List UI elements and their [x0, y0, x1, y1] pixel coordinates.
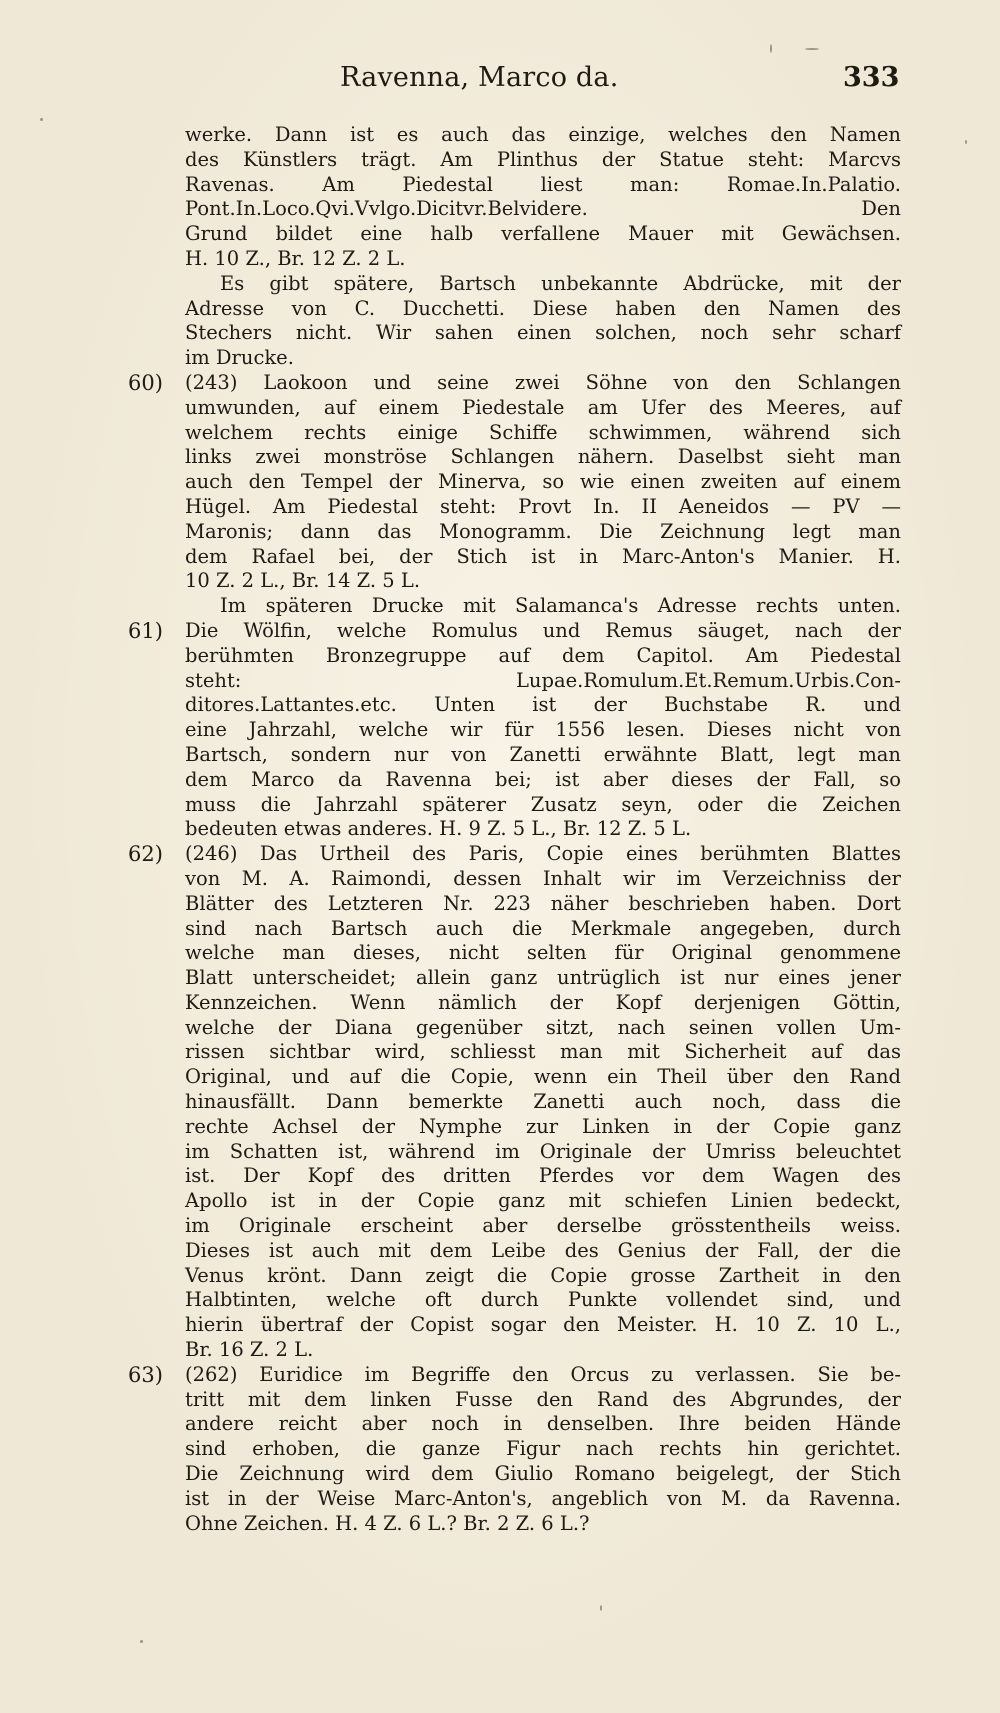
- line-text: ditores.Lattantes.etc. Unten ist der Buchstabe R. und: [185, 693, 901, 717]
- text-line: [128, 769, 901, 791]
- line-text: welche man dieses, nicht selten für Original genommene: [185, 941, 901, 965]
- line-text: (243) Laokoon und seine zwei Söhne von den Schlangen: [185, 370, 901, 394]
- line-text: eine Jahrzahl, welche wir für 1556 lesen. Dieses nicht von: [185, 718, 901, 742]
- text-line: [128, 620, 901, 642]
- text-line: [128, 1438, 901, 1460]
- text-line: [128, 223, 901, 245]
- page-number: 333: [843, 62, 900, 93]
- text-line: [128, 893, 901, 915]
- text-line: [128, 1265, 901, 1287]
- line-text: Blatt unterscheidet; allein ganz untrüglich ist nur eines jener: [185, 966, 901, 990]
- line-text: links zwei monströse Schlangen nähern. Daselbst sieht man: [185, 445, 901, 469]
- text-line: [128, 1463, 901, 1485]
- text-line: [128, 149, 901, 171]
- text-line: [128, 322, 901, 344]
- text-line: [128, 570, 901, 592]
- print-speck: [40, 118, 43, 121]
- text-line: [128, 918, 901, 940]
- line-text: Halbtinten, welche oft durch Punkte vollendet sind, und: [185, 1288, 901, 1312]
- text-line: [128, 1141, 901, 1163]
- text-line: [128, 1190, 901, 1212]
- text-line: [128, 670, 901, 692]
- line-text: Grund bildet eine halb verfallene Mauer mit Gewächsen.: [185, 222, 901, 246]
- line-text: Original, und auf die Copie, wenn ein Theil über den Rand: [185, 1065, 901, 1089]
- line-text: (246) Das Urtheil des Paris, Copie eines berühmten Blattes: [185, 842, 901, 866]
- line-text: umwunden, auf einem Piedestale am Ufer des Meeres, auf: [185, 395, 901, 419]
- text-line: [128, 1091, 901, 1113]
- line-text: dem Rafael bei, der Stich ist in Marc-Anton's Manier. H.: [185, 544, 901, 568]
- text-line: [128, 595, 901, 617]
- line-text: Apollo ist in der Copie ganz mit schiefen Linien bedeckt,: [185, 1189, 901, 1213]
- text-line: [128, 521, 901, 543]
- line-text: Kennzeichen. Wenn nämlich der Kopf derjenigen Göttin,: [185, 990, 901, 1014]
- text-line: [128, 1364, 901, 1386]
- line-text: bedeuten etwas anderes. H. 9 Z. 5 L., Br. 12 Z. 5 L.: [185, 817, 692, 841]
- text-line: [128, 1413, 901, 1435]
- entry-number: 62): [128, 842, 163, 867]
- entry-number: 63): [128, 1362, 163, 1387]
- line-text: tritt mit dem linken Fusse den Rand des Abgrundes, der: [185, 1387, 901, 1411]
- text-line: [128, 546, 901, 568]
- text-line: [128, 298, 901, 320]
- line-text: 10 Z. 2 L., Br. 14 Z. 5 L.: [185, 569, 421, 593]
- line-text: rechte Achsel der Nymphe zur Linken in der Copie ganz: [185, 1114, 901, 1138]
- text-line: [128, 273, 901, 295]
- line-text: Br. 16 Z. 2 L.: [185, 1338, 314, 1362]
- line-text: H. 10 Z., Br. 12 Z. 2 L.: [185, 246, 406, 270]
- line-text: Adresse von C. Ducchetti. Diese haben den Namen des: [185, 296, 901, 320]
- text-line: [128, 694, 901, 716]
- line-text: Pont.In.Loco.Qvi.Vvlgo.Dicitvr.Belvidere. Den: [185, 197, 901, 221]
- line-text: steht: Lupae.Romulum.Et.Remum.Urbis.Con-: [185, 668, 901, 692]
- text-line: [128, 1041, 901, 1063]
- body-text: [128, 124, 901, 1537]
- text-line: [128, 1314, 901, 1336]
- text-line: [128, 1339, 901, 1361]
- running-head: Ravenna, Marco da.: [340, 62, 619, 93]
- line-text: muss die Jahrzahl späterer Zusatz seyn, oder die Zeichen: [185, 792, 901, 816]
- line-text: Im späteren Drucke mit Salamanca's Adresse rechts unten.: [220, 594, 901, 618]
- text-line: [128, 248, 901, 270]
- text-line: [128, 1513, 901, 1535]
- line-text: im Drucke.: [185, 346, 294, 370]
- line-text: Ohne Zeichen. H. 4 Z. 6 L.? Br. 2 Z. 6 L.?: [185, 1511, 590, 1535]
- text-line: [128, 1215, 901, 1237]
- text-line: [128, 1017, 901, 1039]
- line-text: werke. Dann ist es auch das einzige, welches den Namen: [185, 123, 901, 146]
- text-line: [128, 422, 901, 444]
- line-text: Venus krönt. Dann zeigt die Copie grosse Zartheit in den: [185, 1263, 901, 1287]
- line-text: ist. Der Kopf des dritten Pferdes vor dem Wagen des: [185, 1164, 901, 1188]
- text-line: [128, 1488, 901, 1510]
- line-text: auch den Tempel der Minerva, so wie einen zweiten auf einem: [185, 470, 901, 494]
- line-text: des Künstlers trägt. Am Plinthus der Statue steht: Marcvs: [185, 147, 901, 171]
- line-text: Es gibt spätere, Bartsch unbekannte Abdrücke, mit der: [220, 271, 901, 295]
- line-text: hierin übertraf der Copist sogar den Meister. H. 10 Z. 10 L.,: [185, 1313, 901, 1337]
- line-text: Die Zeichnung wird dem Giulio Romano beigelegt, der Stich: [185, 1462, 901, 1486]
- line-text: Die Wölfin, welche Romulus und Remus säuget, nach der: [185, 618, 901, 642]
- text-line: [128, 1389, 901, 1411]
- entry-number: 60): [128, 370, 163, 395]
- line-text: Dieses ist auch mit dem Leibe des Genius der Fall, der die: [185, 1238, 901, 1262]
- text-line: [128, 198, 901, 220]
- line-text: von M. A. Raimondi, dessen Inhalt wir im Verzeichniss der: [185, 866, 901, 890]
- line-text: welchem rechts einige Schiffe schwimmen, während sich: [185, 420, 901, 444]
- line-text: welche der Diana gegenüber sitzt, nach seinen vollen Um-: [185, 1015, 901, 1039]
- line-text: Maronis; dann das Monogramm. Die Zeichnung legt man: [185, 519, 901, 543]
- text-line: [128, 843, 901, 865]
- line-text: im Originale erscheint aber derselbe grösstentheils weiss.: [185, 1214, 901, 1238]
- print-speck: [140, 1640, 143, 1643]
- page-header: [0, 60, 1000, 100]
- line-text: Bartsch, sondern nur von Zanetti erwähnte Blatt, legt man: [185, 742, 901, 766]
- text-line: [128, 818, 901, 840]
- line-text: andere reicht aber noch in denselben. Ihre beiden Hände: [185, 1412, 901, 1436]
- text-line: [128, 645, 901, 667]
- line-text: ist in der Weise Marc-Anton's, angeblich von M. da Ravenna.: [185, 1486, 901, 1510]
- line-text: Stechers nicht. Wir sahen einen solchen, noch sehr scharf: [185, 321, 901, 345]
- line-text: rissen sichtbar wird, schliesst man mit Sicherheit auf das: [185, 1040, 901, 1064]
- text-line: [128, 1116, 901, 1138]
- line-text: im Schatten ist, während im Originale der Umriss beleuchtet: [185, 1139, 901, 1163]
- text-line: [128, 174, 901, 196]
- text-line: [128, 942, 901, 964]
- line-text: Hügel. Am Piedestal steht: Provt In. II Aeneidos — PV —: [185, 494, 901, 518]
- line-text: sind erhoben, die ganze Figur nach rechts hin gerichtet.: [185, 1437, 901, 1461]
- text-line: [128, 992, 901, 1014]
- line-text: Ravenas. Am Piedestal liest man: Romae.In.Palatio.: [185, 172, 901, 196]
- text-line: [128, 744, 901, 766]
- line-text: berühmten Bronzegruppe auf dem Capitol. Am Piedestal: [185, 643, 901, 667]
- text-line: [128, 1240, 901, 1262]
- print-speck: [805, 48, 819, 50]
- text-line: [128, 372, 901, 394]
- entry-number: 61): [128, 618, 163, 643]
- print-speck: [600, 1605, 602, 1611]
- text-line: [128, 124, 901, 146]
- print-speck: [770, 44, 772, 53]
- line-text: (262) Euridice im Begriffe den Orcus zu verlassen. Sie be-: [185, 1362, 901, 1386]
- line-text: Blätter des Letzteren Nr. 223 näher beschrieben haben. Dort: [185, 891, 901, 915]
- text-line: [128, 1066, 901, 1088]
- line-text: hinausfällt. Dann bemerkte Zanetti auch noch, dass die: [185, 1090, 901, 1114]
- line-text: dem Marco da Ravenna bei; ist aber dieses der Fall, so: [185, 767, 901, 791]
- text-line: [128, 397, 901, 419]
- text-line: [128, 347, 901, 369]
- text-line: [128, 446, 901, 468]
- text-line: [128, 1165, 901, 1187]
- text-line: [128, 719, 901, 741]
- text-line: [128, 868, 901, 890]
- text-line: [128, 1289, 901, 1311]
- text-line: [128, 471, 901, 493]
- text-line: [128, 967, 901, 989]
- text-line: [128, 496, 901, 518]
- line-text: sind nach Bartsch auch die Merkmale angegeben, durch: [185, 916, 901, 940]
- text-line: [128, 794, 901, 816]
- print-speck: [965, 140, 967, 144]
